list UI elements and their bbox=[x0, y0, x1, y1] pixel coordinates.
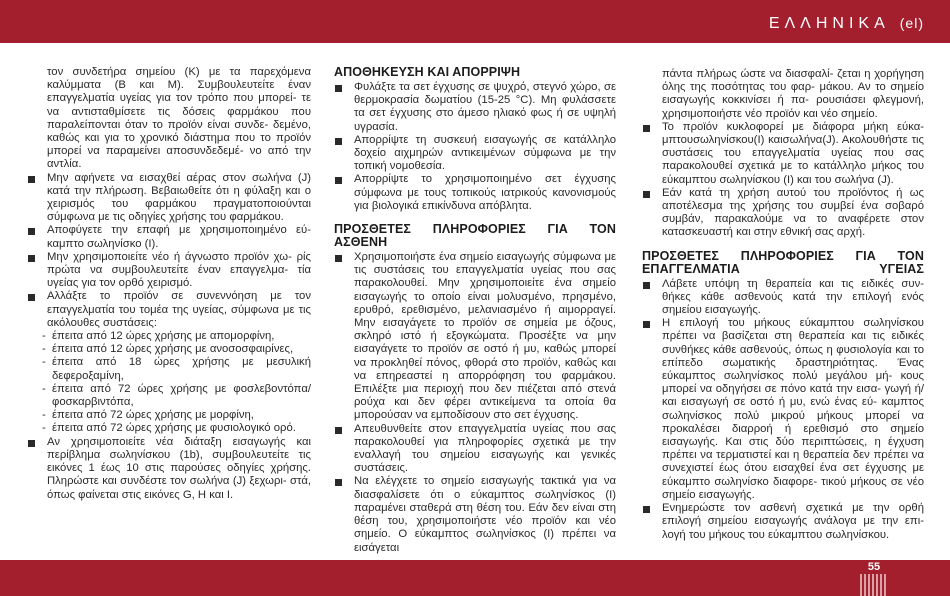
bullet-item: Μην χρησιμοποιείτε νέο ή άγνωστο προϊόν χω- ρίς πρώτα να συμβουλευτείτε έναν επαγγελμα- τία υγείας για τον ορθό χειρισμό. bbox=[27, 251, 311, 291]
page-number-stripes bbox=[860, 574, 888, 596]
paragraph: τον συνδετήρα σημείου (K) με τα παρεχόμενα καλύμματα (B και M). Συμβουλευτείτε έναν επαγγελματία υγείας για τον τρόπο που μπορεί- τε να αντισταθμίσετε τις δόσεις φαρμάκου που παραλείπονται όταν το προϊόν είναι συνδε- δεμένο, καθώς και για το χρονικό διάστημα που το προϊόν μπορεί να παραμείνει αποσυνδεδεμέ- νο από την αντλία. bbox=[47, 66, 311, 171]
bullet-item: Ενημερώστε τον ασθενή σχετικά με την ορθή επιλογή σημείου εισαγωγής ανάλογα με την επι- λογή του μήκους του εύκαμπτου σωληνίσκου. bbox=[642, 502, 924, 542]
bullet-item: Εάν κατά τη χρήση αυτού του προϊόντος ή ως αποτέλεσμα της χρήσης του συμβεί ένα σοβαρό συμβάν, παρακαλούμε να το αναφέρετε στον κατασκευαστή και στην εθνική σας αρχή. bbox=[642, 187, 924, 240]
header-bar bbox=[0, 0, 950, 43]
language-name: ΕΛΛΗΝΙΚΑ bbox=[768, 15, 890, 32]
bullet-item: Η επιλογή του μήκους εύκαμπτου σωληνίσκου πρέπει να βασίζεται στη θεραπεία και τις ειδικές συνθήκες κάθε ασθενούς, όπως η φυσιολογία και το επίπεδο σωματικής δραστηριότητας. Ένας εύκαμπτος σωληνίσκος πολύ μεγάλου μή- κους μπορεί να οδηγήσει σε πόνο κατά την εισα- γωγή ή/και εισαγωγή σε οστό ή μυ, ενώ ένας εύ- καμπτος σωληνίσκος πολύ μικρού μήκους μπορεί να προκαλέσει διαρροή ή ερεθισμό στο σημείο εισαγωγής. Και στις δύο περιπτώσεις, η έγχυση πρέπει να τερματιστεί και η θεραπεία δεν πρέπει να συνεχιστεί έως ότου εισαχθεί ένα σετ έγχυσης με εύκαμπτο σωληνίσκο διαφορε- τικού μήκους σε νέο σημείο εισαγωγής. bbox=[642, 317, 924, 502]
column-3 bbox=[642, 68, 924, 542]
language-label bbox=[769, 15, 924, 33]
bullet-item: Λάβετε υπόψη τη θεραπεία και τις ειδικές συν- θήκες κάθε ασθενούς κατά την επιλογή ενός σημείου εισαγωγής. bbox=[642, 278, 924, 318]
bullet-item: Απευθυνθείτε στον επαγγελματία υγείας που σας παρακολουθεί για πληροφορίες σχετικά με την εναλλαγή του σημείου εισαγωγής και γενικές συστάσεις. bbox=[334, 423, 616, 476]
footer-bar bbox=[0, 560, 950, 596]
column-1 bbox=[27, 66, 311, 502]
dash-item: - έπειτα από 72 ώρες χρήσης με φοσλεβοντόπα/ φοσκαρβιντόπα, bbox=[42, 382, 311, 409]
column-2 bbox=[334, 66, 616, 555]
paragraph: πάντα πλήρως ώστε να διασφαλί- ζεται η χορήγηση όλης της ποσότητας του φαρ- μάκου. Αν το σημείο εισαγωγής κοκκινίσει ή πα- ρουσιάσει φλεγμονή, χρησιμοποιήστε νέο προϊόν και νέο σημείο. bbox=[662, 68, 924, 120]
section-heading: ΠΡΟΣΘΕΤΕΣ ΠΛΗΡΟΦΟΡΙΕΣ ΓΙΑ ΤΟΝ ΕΠΑΓΓΕΛΜΑΤΙΑ ΥΓΕΙΑΣ bbox=[642, 248, 924, 276]
bullet-item: Απορρίψτε το χρησιμοποιημένο σετ έγχυσης σύμφωνα με τους τοπικούς ιατρικούς κανονισμούς για βιολογικά επικίνδυνα απόβλητα. bbox=[334, 173, 616, 213]
bullet-item: Αποφύγετε την επαφή με χρησιμοποιημένο εύ- καμπτο σωληνίσκο (I). bbox=[27, 224, 311, 250]
section-heading: ΠΡΟΣΘΕΤΕΣ ΠΛΗΡΟΦΟΡΙΕΣ ΓΙΑ ΤΟΝ ΑΣΘΕΝΗ bbox=[334, 222, 616, 250]
dash-item: - έπειτα από 12 ώρες χρήσης με ανοσοσφαιρίνες, bbox=[42, 343, 294, 356]
section-heading: ΑΠΟΘΗΚΕΥΣΗ ΚΑΙ ΑΠΟΡΡΙΨΗ bbox=[334, 65, 521, 79]
bullet-item: Το προϊόν κυκλοφορεί με διάφορα μήκη εύκα- μπτουσωληνίσκου(I) καισωλήνα(J). Ακολουθήστε τις συστάσεις του επαγγελματία υγείας που σας παρακολουθεί σχετικά με το κατάλληλο μήκος του εύκαμπτου σωληνίσκου (I) και του σωλήνα (J). bbox=[642, 121, 924, 187]
bullet-item: Μην αφήνετε να εισαχθεί αέρας στον σωλήνα (J) κατά την πλήρωση. Βεβαιωθείτε ότι η φύλαξη και ο χειρισμός του φαρμάκου πραγματοποιούνται σύμφωνα με τις οδηγίες χρήσης του φαρμάκου. bbox=[27, 172, 311, 225]
dash-item: - έπειτα από 18 ώρες χρήσης με μεσυλική δεφεροξαμίνη, bbox=[42, 356, 311, 382]
dash-item: - έπειτα από 72 ώρες χρήσης με φυσιολογικό ορό. bbox=[42, 422, 296, 435]
dash-item: - έπειτα από 12 ώρες χρήσης με απομορφίνη, bbox=[42, 330, 275, 343]
bullet-item: Απορρίψτε τη συσκευή εισαγωγής σε κατάλληλο δοχείο αιχμηρών αντικειμένων σύμφωνα με την τοπική νομοθεσία. bbox=[334, 134, 616, 174]
bullet-item: Αν χρησιμοποιείτε νέα διάταξη εισαγωγής και περίβλημα σωληνίσκου (1b), συμβουλευτείτε τις εικόνες 1 έως 10 στις παρούσες οδηγίες χρήσης. Πληρώστε και συνδέστε τον σωλήνα (J) ξεχωρι- στά, όπως φαίνεται στις εικόνες G, H και I. bbox=[27, 436, 311, 502]
bullet-item: Χρησιμοποιήστε ένα σημείο εισαγωγής σύμφωνα με τις συστάσεις του επαγγελματία υγείας που σας παρακολουθεί. Μην χρησιμοποιείτε ένα σημείο εισαγωγής το οποίο είναι μολυσμένο, πρησμένο, ερυθρό, ερεθισμένο, μελανιασμένο ή αιμορραγεί. Μην εισαγάγετε το προϊόν σε σημεία με όζους, σκληρό ιστό ή εξογκώματα. Προσέξτε να μην εισαγάγετε το προϊόν σε οστό ή μυ, καθώς μπορεί να προκληθεί πόνος, φθορά στο προϊόν, καθώς και να επηρεαστεί η απορρόφηση του φαρμάκου. Επιλέξτε μια περιοχή που δεν πιέζεται από στενά ρούχα και δεν φέρει αντικείμενα τα οποία θα μπορούσαν να εμποδίσουν στο σετ έγχυσης. bbox=[334, 251, 616, 423]
language-code: (el) bbox=[899, 15, 924, 31]
bullet-item: Να ελέγχετε το σημείο εισαγωγής τακτικά για να διασφαλίσετε ότι ο εύκαμπτος σωληνίσκος (I) παραμένει σταθερά στη θέση του. Εάν δεν είναι στη θέση του, χρησιμοποιήστε νέο προϊόν και νέο σημείο. Ο εύκαμπτος σωληνίσκος (I) πρέπει να εισάγεται bbox=[334, 475, 616, 554]
dash-item: - έπειτα από 72 ώρες χρήσης με μορφίνη, bbox=[42, 409, 254, 422]
bullet-item: Φυλάξτε τα σετ έγχυσης σε ψυχρό, στεγνό χώρο, σε θερμοκρασία δωματίου (15-25 °C). Μη φυλάσσετε τα σετ έγχυσης στο άμεσο ηλιακό φως ή σε υψηλή υγρασία. bbox=[334, 81, 616, 134]
bullet-item: Αλλάξτε το προϊόν σε συνεννόηση με τον επαγγελματία του τομέα της υγείας, σύμφωνα με τις ακόλουθες συστάσεις: bbox=[27, 290, 311, 330]
page-number: 55 bbox=[867, 561, 881, 573]
